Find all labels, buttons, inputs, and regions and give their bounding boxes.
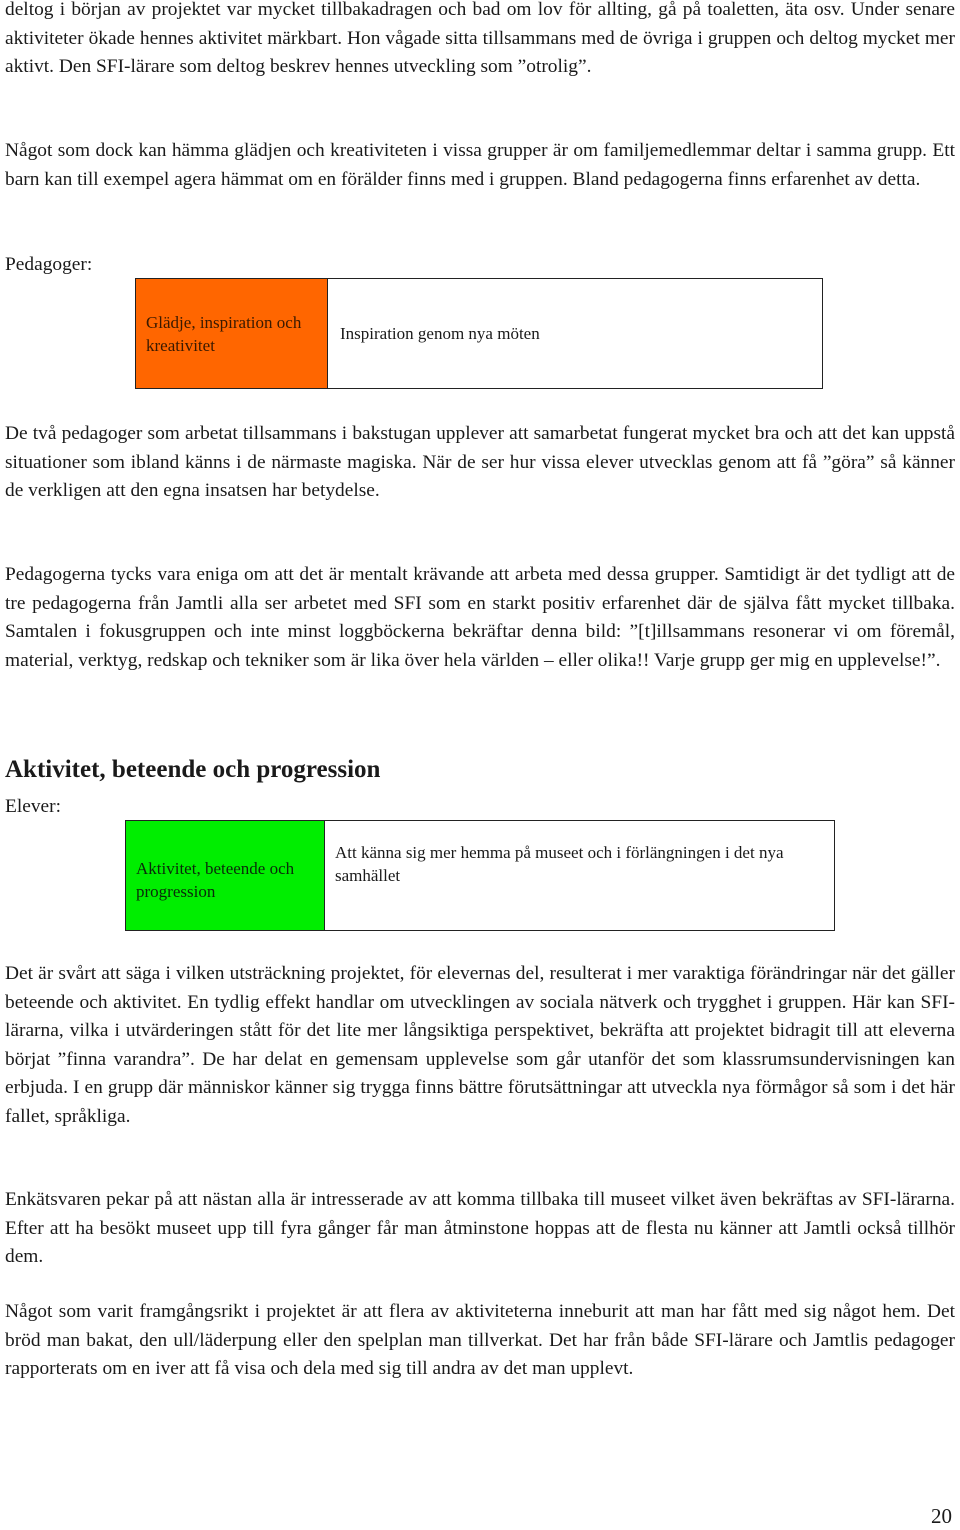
theme-box-pedagoger-category: Glädje, inspiration och kreativitet xyxy=(136,279,328,388)
label-elever: Elever: xyxy=(5,796,61,817)
paragraph-survey: Enkätsvaren pekar på att nästan alla är intresserade av att komma tillbaka till museet vilket även bekräftas av SFI-lärarna. Efter att ha besökt museet upp till fyra gånger får man åtminstone hoppas att de flesta nu känner att Jamtli också tillhör dem. xyxy=(5,1189,955,1267)
paragraph-family-members: Något som dock kan hämma glädjen och kreativiteten i vissa grupper är om familjemedlemmar deltar i samma grupp. Ett barn kan till exempel agera hämmat om en förälder finns med i gruppen. Bland pedagogerna finns erfarenhet av detta. xyxy=(5,140,955,190)
theme-box-elever-category: Aktivitet, beteende och progression xyxy=(126,821,325,930)
page-number: 20 xyxy=(931,1504,952,1528)
paragraph-take-home: Något som varit framgångsrikt i projektet är att flera av aktiviteterna inneburit att man har fått med sig något hem. Det bröd man bakat, den ull/läderpung eller den spelplan man tillverkat. Det har från både SFI-lärare och Jamtlis pedagoger rapporterats om en iver att få visa och dela med sig till andra av det man upplevt. xyxy=(5,1301,955,1379)
section-heading: Aktivitet, beteende och progression xyxy=(5,756,381,783)
paragraph-intro: deltog i början av projektet var mycket tillbakadragen och bad om lov för allting, gå på toaletten, äta osv. Under senare aktiviteter ökade hennes aktivitet märkbart. Hon vågade sitta tillsammans med de övriga i gruppen och deltog mycket mer aktivt. Den SFI-lärare som deltog beskrev hennes utveckling som ”otrolig”. xyxy=(5,0,955,77)
paragraph-pedagogerna: Pedagogerna tycks vara eniga om att det är mentalt krävande att arbeta med dessa grupper. Samtidigt är det tydligt att de tre pedagogerna från Jamtli alla ser arbetet med SFI som en starkt positiv erfarenhet där de själva fått mycket tillbaka. Samtalen i fokusgruppen och inte minst loggböckerna bekräftar denna bild: ”[t]illsammans resonerar vi om föremål, material, verktyg, redskap och tekniker som är lika över hela världen – eller olika!! Varje grupp ger mig en upplevelse!”. xyxy=(5,564,955,671)
theme-box-pedagoger-description: Inspiration genom nya möten xyxy=(340,324,540,343)
theme-box-elever xyxy=(125,820,835,931)
paragraph-outcomes: Det är svårt att säga i vilken utsträckning projektet, för elevernas del, resulterat i mer varaktiga förändringar när det gäller beteende och aktivitet. En tydlig effekt handlar om utvecklingen av sociala nätverk och trygghet i gruppen. Här kan SFI-lärarna, vilka i utvärderingen stått för det lite mer långsiktiga perspektivet, bekräfta att projektet bidragit till att eleverna börjat ”finna varandra”. De har delat en gemensam upplevelse som går utanför det som klassrumsundervisningen kan erbjuda. I en grupp där människor känner sig trygga finns bättre förutsättningar att utveckla nya förmågor så som i det här fallet, språkliga. xyxy=(5,963,955,1127)
paragraph-bakstugan: De två pedagoger som arbetat tillsammans i bakstugan upplever att samarbetat fungerat mycket bra och att det kan uppstå situationer som ibland känns i de närmaste magiska. När de ser hur vissa elever utvecklas genom att få ”göra” så känner de verkligen att den egna insatsen har betydelse. xyxy=(5,423,955,501)
theme-box-pedagoger xyxy=(135,278,823,389)
theme-box-elever-description: Att känna sig mer hemma på museet och i förlängningen i det nya samhället xyxy=(335,843,784,885)
label-pedagoger: Pedagoger: xyxy=(5,254,93,275)
